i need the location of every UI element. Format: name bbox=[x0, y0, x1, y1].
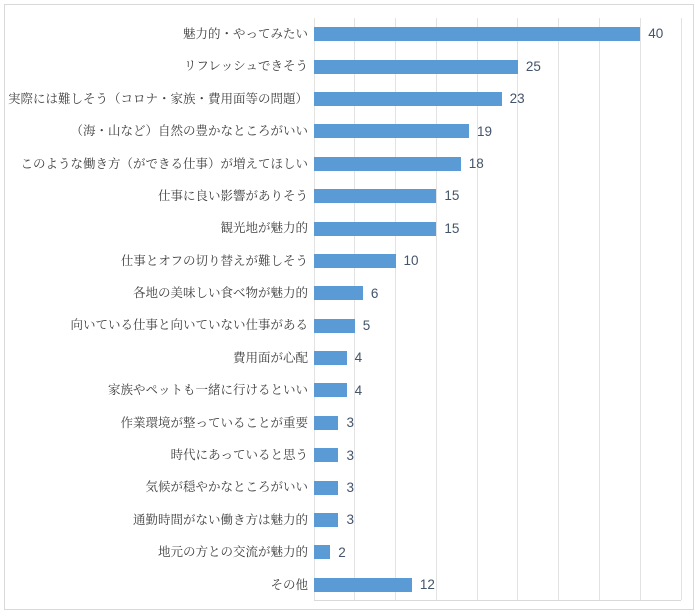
bar-row bbox=[5, 536, 681, 568]
category-label: 通勤時間がない働き方は魅力的 bbox=[132, 512, 308, 527]
bar-cell bbox=[314, 342, 681, 374]
value-label: 10 bbox=[403, 253, 419, 269]
bar-cell bbox=[314, 471, 681, 503]
bar-row bbox=[5, 569, 681, 601]
category-label: 仕事に良い影響がありそう bbox=[157, 188, 308, 203]
bar-cell bbox=[314, 569, 681, 601]
value-label: 5 bbox=[362, 317, 371, 333]
bar-cell bbox=[314, 180, 681, 212]
value-label: 18 bbox=[468, 156, 484, 171]
bar-row bbox=[5, 212, 681, 244]
value-label: 23 bbox=[509, 91, 525, 107]
bar bbox=[314, 383, 347, 397]
category-label: 観光地が魅力的 bbox=[220, 221, 308, 236]
bar-cell bbox=[314, 374, 681, 406]
bar-row bbox=[5, 471, 681, 503]
bar-cell bbox=[314, 407, 681, 439]
bar-rows bbox=[5, 18, 681, 601]
value-label: 4 bbox=[354, 350, 363, 366]
bar bbox=[314, 254, 396, 268]
bar bbox=[314, 351, 347, 365]
bar-row bbox=[5, 439, 681, 471]
bar bbox=[314, 416, 338, 430]
bar-cell bbox=[314, 310, 681, 342]
bar-row bbox=[5, 504, 681, 536]
bar-cell bbox=[314, 83, 681, 115]
bar bbox=[314, 513, 338, 527]
category-label: （海・山など）自然の豊かなところがいい bbox=[70, 124, 308, 139]
value-label: 2 bbox=[338, 544, 346, 560]
value-label: 4 bbox=[354, 382, 363, 398]
category-label: 仕事とオフの切り替えが難しそう bbox=[120, 253, 308, 268]
value-label: 3 bbox=[346, 512, 354, 528]
bar bbox=[314, 157, 461, 171]
bar-cell bbox=[314, 504, 681, 536]
bar-cell bbox=[314, 212, 681, 244]
value-label: 15 bbox=[444, 220, 460, 236]
bar-row bbox=[5, 310, 681, 342]
value-label: 3 bbox=[346, 447, 354, 463]
bar-row bbox=[5, 180, 681, 212]
category-label: 地元の方との交流が魅力的 bbox=[157, 545, 308, 560]
category-label: その他 bbox=[270, 577, 308, 592]
bar-chart-frame bbox=[4, 4, 694, 610]
bar-row bbox=[5, 83, 681, 115]
category-label: 時代にあっていると思う bbox=[170, 448, 308, 463]
bar-cell bbox=[314, 115, 681, 147]
value-label: 19 bbox=[476, 123, 492, 139]
category-label: 向いている仕事と向いていない仕事がある bbox=[70, 318, 308, 333]
bar-row bbox=[5, 18, 681, 50]
category-label: このような働き方（ができる仕事）が増えてほしい bbox=[20, 156, 308, 171]
bar-row bbox=[5, 277, 681, 309]
bar-row bbox=[5, 407, 681, 439]
bar bbox=[314, 124, 469, 138]
bar-row bbox=[5, 245, 681, 277]
bar-cell bbox=[314, 18, 681, 50]
bar bbox=[314, 27, 640, 41]
category-label: 各地の美味しい食べ物が魅力的 bbox=[132, 286, 308, 301]
bar bbox=[314, 92, 502, 106]
bar-cell bbox=[314, 536, 681, 568]
bar bbox=[314, 319, 355, 333]
bar bbox=[314, 448, 338, 462]
bar-cell bbox=[314, 50, 681, 82]
bar bbox=[314, 286, 363, 300]
bar-row bbox=[5, 374, 681, 406]
category-label: 作業環境が整っていることが重要 bbox=[120, 415, 308, 430]
bar bbox=[314, 545, 330, 559]
bar-cell bbox=[314, 277, 681, 309]
value-label: 15 bbox=[444, 188, 460, 204]
value-label: 40 bbox=[648, 26, 664, 42]
bar bbox=[314, 189, 436, 203]
bar bbox=[314, 222, 436, 236]
bar-cell bbox=[314, 439, 681, 471]
category-label: リフレッシュできそう bbox=[183, 59, 308, 74]
bar bbox=[314, 60, 518, 74]
category-label: 魅力的・やってみたい bbox=[182, 26, 308, 41]
bar-row bbox=[5, 342, 681, 374]
category-label: 実際には難しそう（コロナ・家族・費用面等の問題） bbox=[7, 91, 308, 106]
category-label: 家族やペットも一緒に行けるといい bbox=[107, 383, 308, 398]
value-label: 6 bbox=[370, 285, 379, 301]
category-label: 費用面が心配 bbox=[232, 350, 308, 365]
value-label: 25 bbox=[525, 58, 541, 74]
value-label: 3 bbox=[346, 415, 354, 431]
bar-row bbox=[5, 50, 681, 82]
bar-cell bbox=[314, 148, 681, 180]
bar-row bbox=[5, 115, 681, 147]
bar-cell bbox=[314, 245, 681, 277]
bar bbox=[314, 578, 412, 592]
category-label: 気候が穏やかなところがいい bbox=[145, 480, 308, 495]
value-label: 3 bbox=[346, 479, 354, 495]
bar-row bbox=[5, 148, 681, 180]
bar bbox=[314, 481, 338, 495]
value-label: 12 bbox=[419, 577, 435, 593]
